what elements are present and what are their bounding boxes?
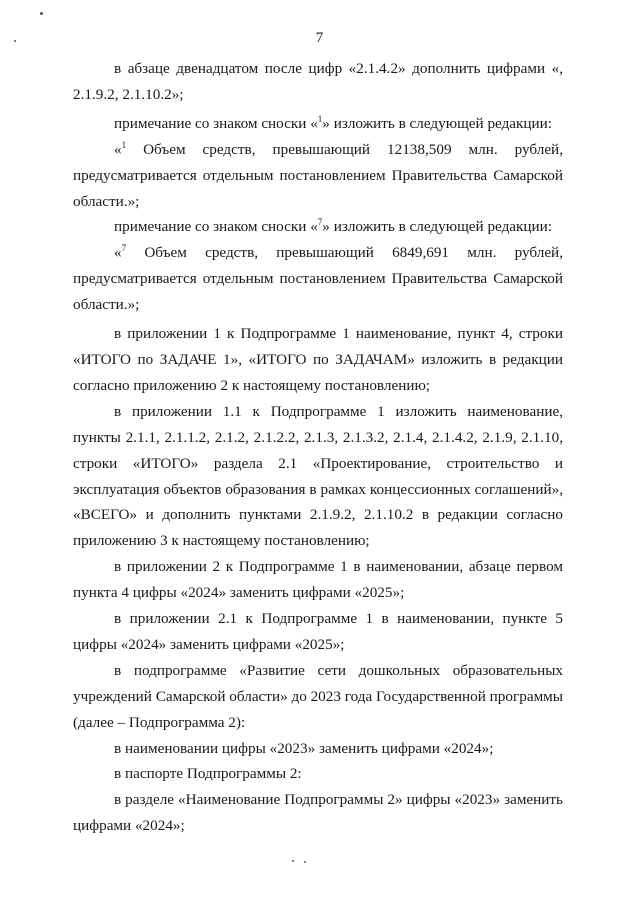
paragraph-3-before: «: [114, 140, 122, 158]
scan-speck: [304, 861, 306, 863]
footnote-mark: 7: [317, 217, 323, 228]
paragraph-9: в приложении 2.1 к Подпрограмме 1 в наименовании, пункте 5 цифры «2024» заменить цифрами «2025»;: [73, 610, 563, 653]
scan-speck: [292, 860, 294, 862]
paragraph-3: [73, 137, 563, 215]
paragraph-11: в наименовании цифры «2023» заменить цифрами «2024»;: [114, 739, 494, 757]
paragraph-13: в разделе «Наименование Подпрограммы 2» цифры «2023» заменить цифрами «2024»;: [73, 791, 563, 835]
footnote-mark: 7: [121, 243, 127, 254]
paragraph-2-after: » изложить в следующей редакции:: [322, 114, 553, 132]
footnote-mark: 1: [317, 113, 323, 124]
paragraph-2: [73, 111, 563, 137]
paragraph-4-after: » изложить в следующей редакции:: [322, 218, 553, 236]
paragraph-6: в приложении 1 к Подпрограмме 1 наименование, пункт 4, строки «ИТОГО по ЗАДАЧЕ 1», «ИТОГО по ЗАДАЧАМ» изложить в редакции согласно приложению 2 к настоящему постановлению;: [73, 325, 563, 394]
paragraph-12: в паспорте Подпрограммы 2:: [114, 765, 302, 783]
document-body: [73, 56, 563, 839]
scan-speck: [40, 12, 43, 15]
footnote-mark: 1: [121, 139, 127, 150]
page-number: 7: [315, 30, 324, 46]
paragraph-5: [73, 240, 563, 318]
paragraph-5-before: «: [114, 244, 122, 262]
paragraph-3-after: Объем средств, превышающий 12138,509 млн. рублей, предусматривается отдельным постановлением Правительства Самарской области.»;: [73, 140, 563, 210]
paragraph-4: [73, 214, 563, 240]
paragraph-10: в подпрограмме «Развитие сети дошкольных образовательных учреждений Самарской области» до 2023 года Государственной программы (далее – Подпрограмма 2):: [73, 661, 563, 731]
paragraph-5-after: Объем средств, превышающий 6849,691 млн. рублей, предусматривается отдельным постановлением Правительства Самарской области.»;: [73, 244, 563, 314]
paragraph-7: в приложении 1.1 к Подпрограмме 1 изложить наименование, пункты 2.1.1, 2.1.1.2, 2.1.2, 2.1.2.2, 2.1.3, 2.1.3.2, 2.1.4, 2.1.4.2, 2.1.9, 2.1.10, строки «ИТОГО» раздела 2.1 «Проектирование, строительство и эксплуатация объектов образования в рамках концессионных соглашений», «ВСЕГО» и дополнить пунктами 2.1.9.2, 2.1.10.2 в редакции согласно приложению 3 к настоящему постановлению;: [73, 402, 563, 550]
paragraph-8: в приложении 2 к Подпрограмме 1 в наименовании, абзаце первом пункта 4 цифры «2024» заменить цифрами «2025»;: [73, 558, 563, 602]
scan-speck: [14, 40, 16, 42]
paragraph-4-before: примечание со знаком сноски «: [114, 218, 318, 236]
paragraph-2-before: примечание со знаком сноски «: [114, 114, 318, 132]
paragraph-1: в абзаце двенадцатом после цифр «2.1.4.2» дополнить цифрами «, 2.1.9.2, 2.1.10.2»;: [73, 60, 563, 103]
